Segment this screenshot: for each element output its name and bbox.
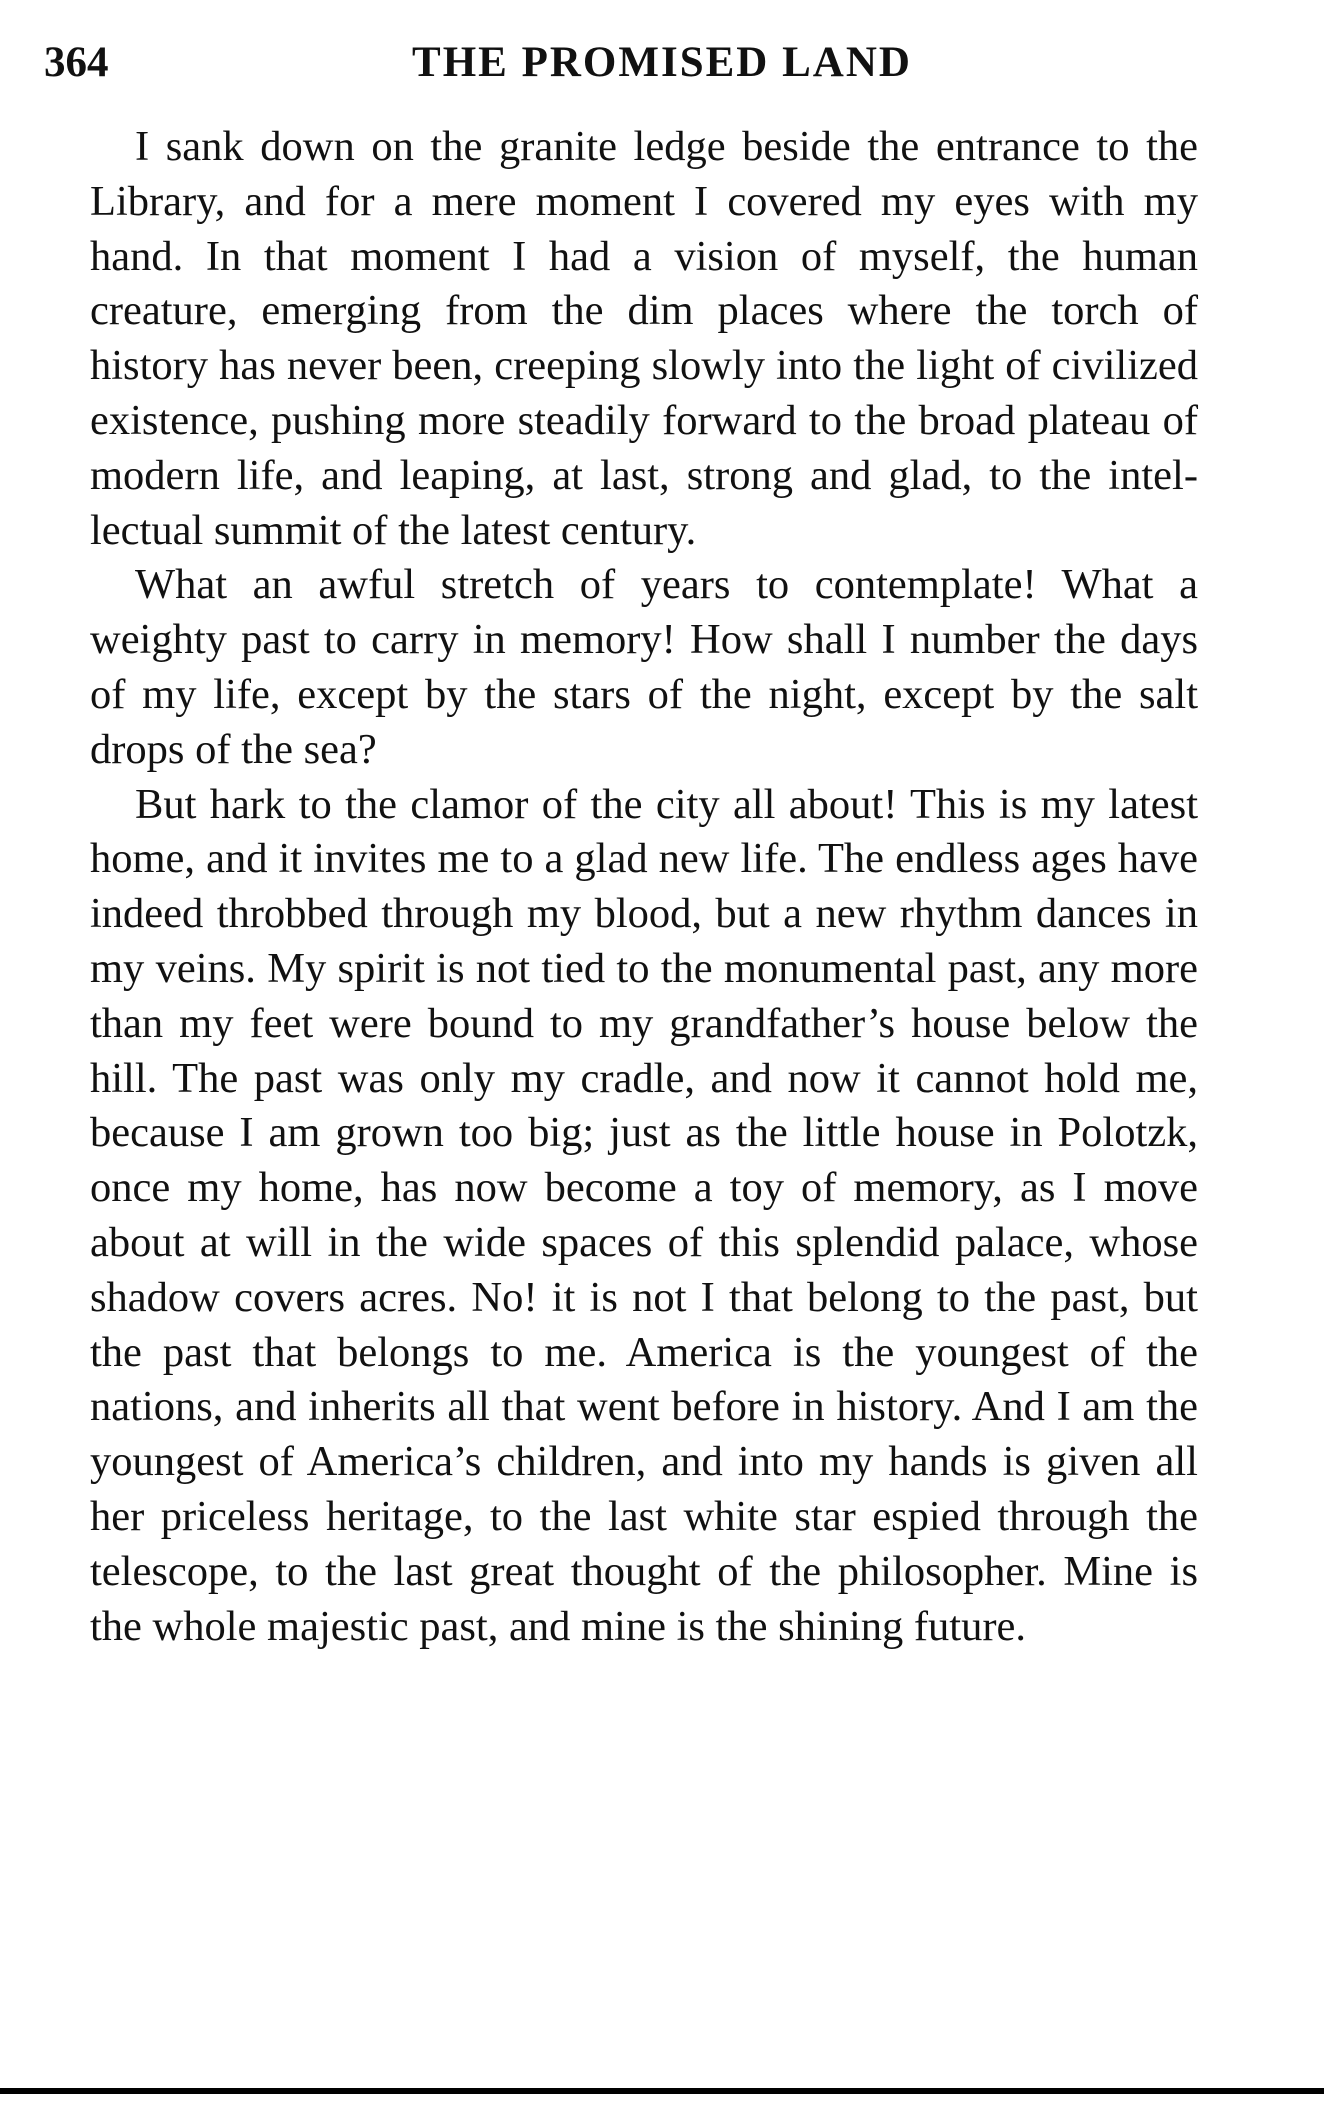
running-title: THE PROMISED LAND	[412, 39, 912, 86]
paragraph-1: I sank down on the granite ledge beside the entrance to the Library, and for a mere moment I covered my eyes with my hand. In that moment I had a vision of myself, the human creature, emerging from the dim places where the torch of history has never been, creeping slowly into the light of civilized existence, pushing more steadily forward to the broad plateau of modern life, and leaping, at last, strong and glad, to the intellectual summit of the latest century.	[90, 123, 1198, 554]
body-text	[90, 120, 1198, 1654]
page-number: 364	[44, 39, 109, 86]
bottom-rule	[0, 2088, 1324, 2094]
paragraph-2: What an awful stretch of years to contemplate! What a weighty past to carry in memory! How shall I number the days of my life, except by the stars of the night, except by the salt drops of the sea?	[90, 561, 1198, 773]
paragraph-3: But hark to the clamor of the city all about! This is my latest home, and it invites me to a glad new life. The endless ages have indeed throbbed through my blood, but a new rhythm dances in my veins. My spirit is not tied to the monumental past, any more than my feet were bound to my grandfather’s house below the hill. The past was only my cradle, and now it cannot hold me, because I am grown too big; just as the little house in Polotzk, once my home, has now become a toy of memory, as I move about at will in the wide spaces of this splendid palace, whose shadow covers acres. No! it is not I that belong to the past, but the past that belongs to me. America is the youngest of the nations, and inherits all that went before in history. And I am the youngest of America’s children, and into my hands is given all her priceless heritage, to the last white star espied through the telescope, to the last great thought of the philosopher. Mine is the whole majestic past, and mine is the shining future.	[90, 780, 1198, 1650]
